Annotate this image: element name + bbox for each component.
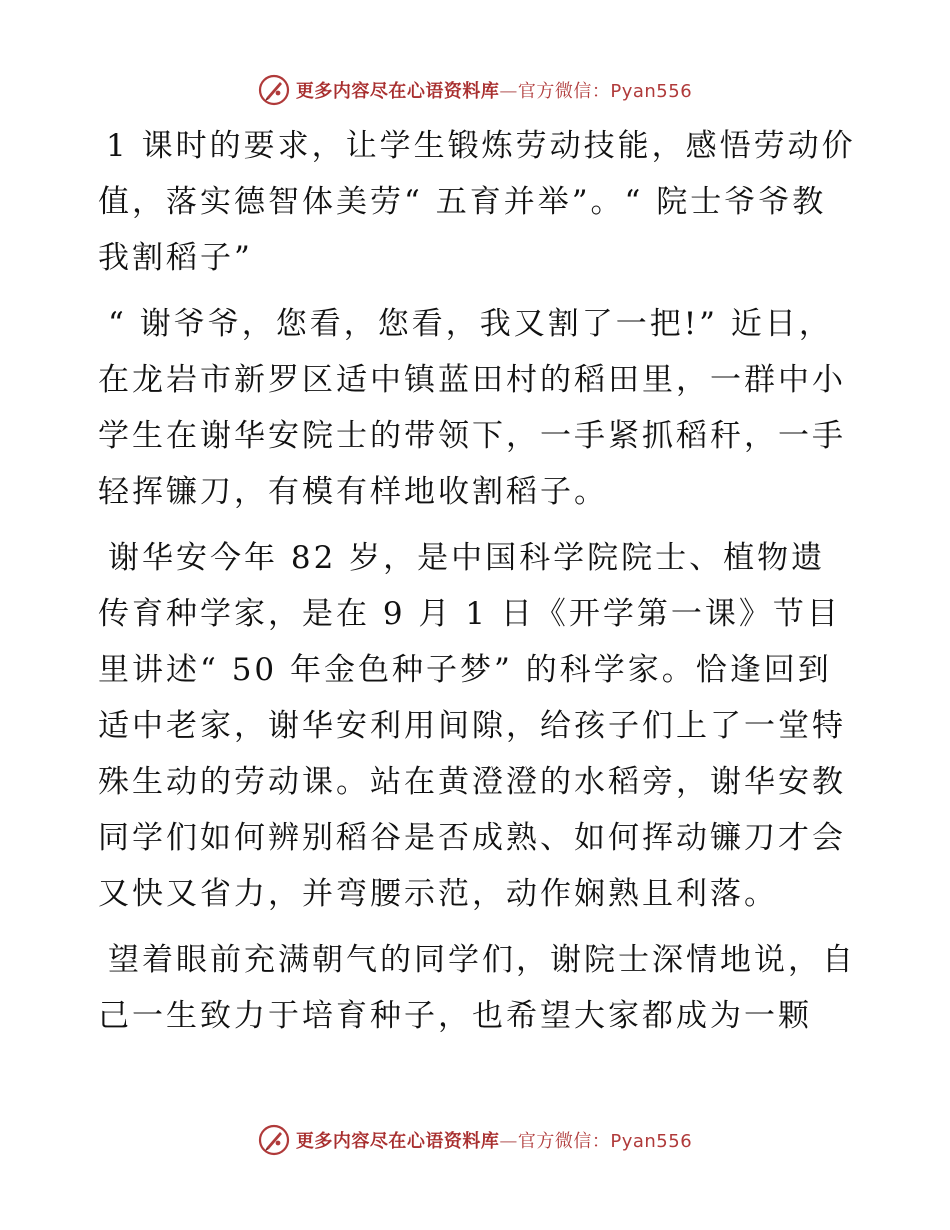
- banner-text: [296, 1127, 692, 1153]
- header-banner: [0, 70, 950, 110]
- banner-site-text: 更多内容尽在心语资料库: [295, 1131, 500, 1152]
- quill-pen-logo-icon: [258, 1124, 290, 1156]
- banner-separator: —: [499, 81, 518, 102]
- paragraph-3: 谢华安今年 82 岁，是中国科学院院士、植物遗传育种学家，是在 9 月 1 日《开学第一课》节目里讲述“ 50 年金色种子梦” 的科学家。恰逢回到适中老家，谢华安利用间隙，给孩子们上了一堂特殊生动的劳动课。站在黄澄澄的水稻旁，谢华安教同学们如何辨别稻谷是否成熟、如何挥动镰刀才会又快又省力，并弯腰示范，动作娴熟且利落。: [98, 540, 846, 912]
- paragraph-1: 1 课时的要求，让学生锻炼劳动技能，感悟劳动价值，落实德智体美劳“ 五育并举”。“ 院士爷爷教我割稻子”: [98, 128, 856, 276]
- document-body: [98, 118, 858, 1054]
- banner-contact-text: 官方微信：Pyan556: [517, 1131, 693, 1152]
- banner-site-text: 更多内容尽在心语资料库: [295, 81, 500, 102]
- banner-contact-text: 官方微信：Pyan556: [517, 81, 693, 102]
- banner-text: [296, 77, 692, 103]
- footer-banner: [0, 1120, 950, 1160]
- banner-separator: —: [499, 1131, 518, 1152]
- paragraph-4: 望着眼前充满朝气的同学们，谢院士深情地说，自己一生致力于培育种子，也希望大家都成为一颗: [98, 942, 856, 1034]
- paragraph-2: “ 谢爷爷，您看，您看，我又割了一把!” 近日，在龙岩市新罗区适中镇蓝田村的稻田里，一群中小学生在谢华安院士的带领下，一手紧抓稻秆，一手轻挥镰刀，有模有样地收割稻子。: [98, 306, 846, 510]
- quill-pen-logo-icon: [258, 74, 290, 106]
